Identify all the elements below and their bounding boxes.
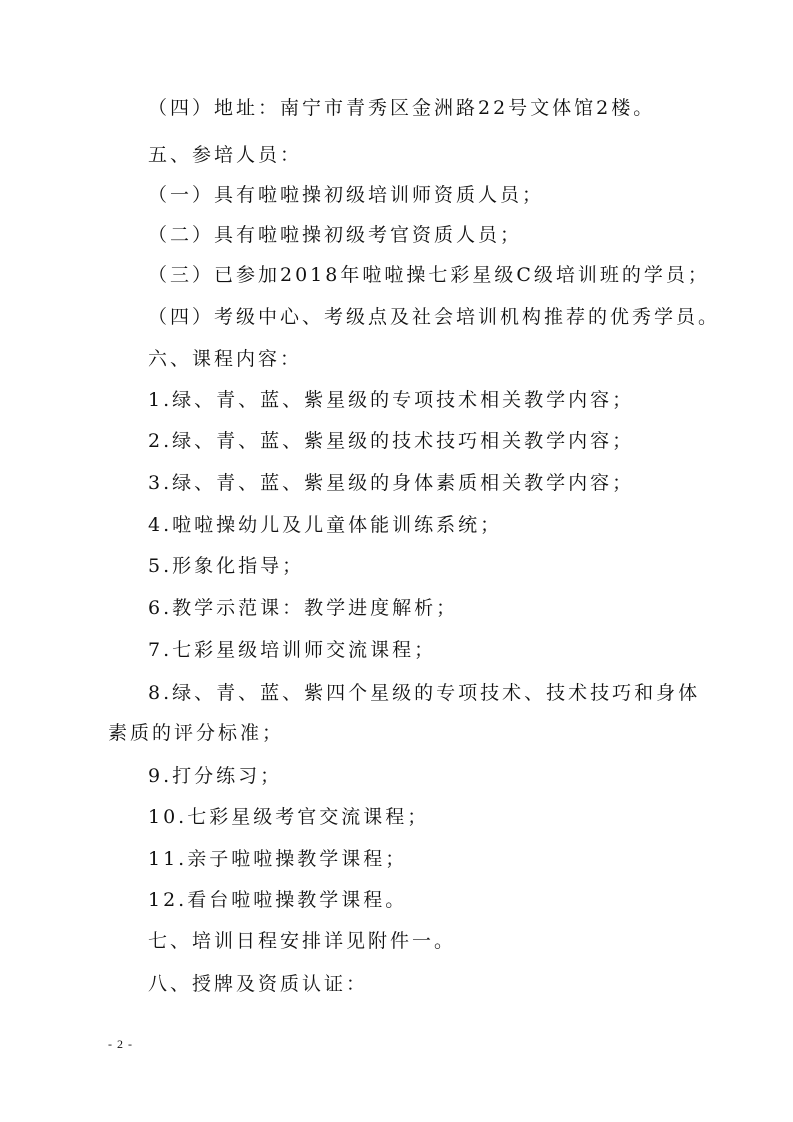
- section-heading: 八、授牌及资质认证：: [148, 973, 369, 995]
- section-heading: 五、参培人员：: [148, 144, 303, 166]
- list-item: 9.打分练习；: [148, 765, 283, 787]
- list-item: 10.七彩星级考官交流课程；: [148, 806, 430, 828]
- list-item: 3.绿、青、蓝、紫星级的身体素质相关教学内容；: [148, 472, 635, 494]
- text-line: （二）具有啦啦操初级考官资质人员；: [148, 224, 523, 246]
- list-item: 5.形象化指导；: [148, 555, 305, 577]
- page-number: - 2 -: [108, 1037, 133, 1051]
- text-line: （四）考级中心、考级点及社会培训机构推荐的优秀学员。: [148, 306, 721, 328]
- list-item-continuation: 素质的评分标准；: [108, 722, 285, 744]
- text-line: （一）具有啦啦操初级培训师资质人员；: [148, 184, 545, 206]
- text-line: （四）地址：南宁市青秀区金洲路22号文体馆2楼。: [148, 97, 656, 119]
- list-item: 1.绿、青、蓝、紫星级的专项技术相关教学内容；: [148, 389, 635, 411]
- list-item: 4.啦啦操幼儿及儿童体能训练系统；: [148, 514, 503, 536]
- list-item: 12.看台啦啦操教学课程。: [148, 889, 408, 911]
- list-item: 7.七彩星级培训师交流课程；: [148, 639, 437, 661]
- list-item: 11.亲子啦啦操教学课程；: [148, 848, 408, 870]
- list-item: 6.教学示范课：教学进度解析；: [148, 597, 459, 619]
- section-heading: 七、培训日程安排详见附件一。: [148, 930, 457, 952]
- text-line: （三）已参加2018年啦啦操七彩星级C级培训班的学员；: [148, 264, 710, 286]
- section-heading: 六、课程内容：: [148, 348, 303, 370]
- list-item: 8.绿、青、蓝、紫四个星级的专项技术、技术技巧和身体: [148, 682, 701, 704]
- list-item: 2.绿、青、蓝、紫星级的技术技巧相关教学内容；: [148, 430, 635, 452]
